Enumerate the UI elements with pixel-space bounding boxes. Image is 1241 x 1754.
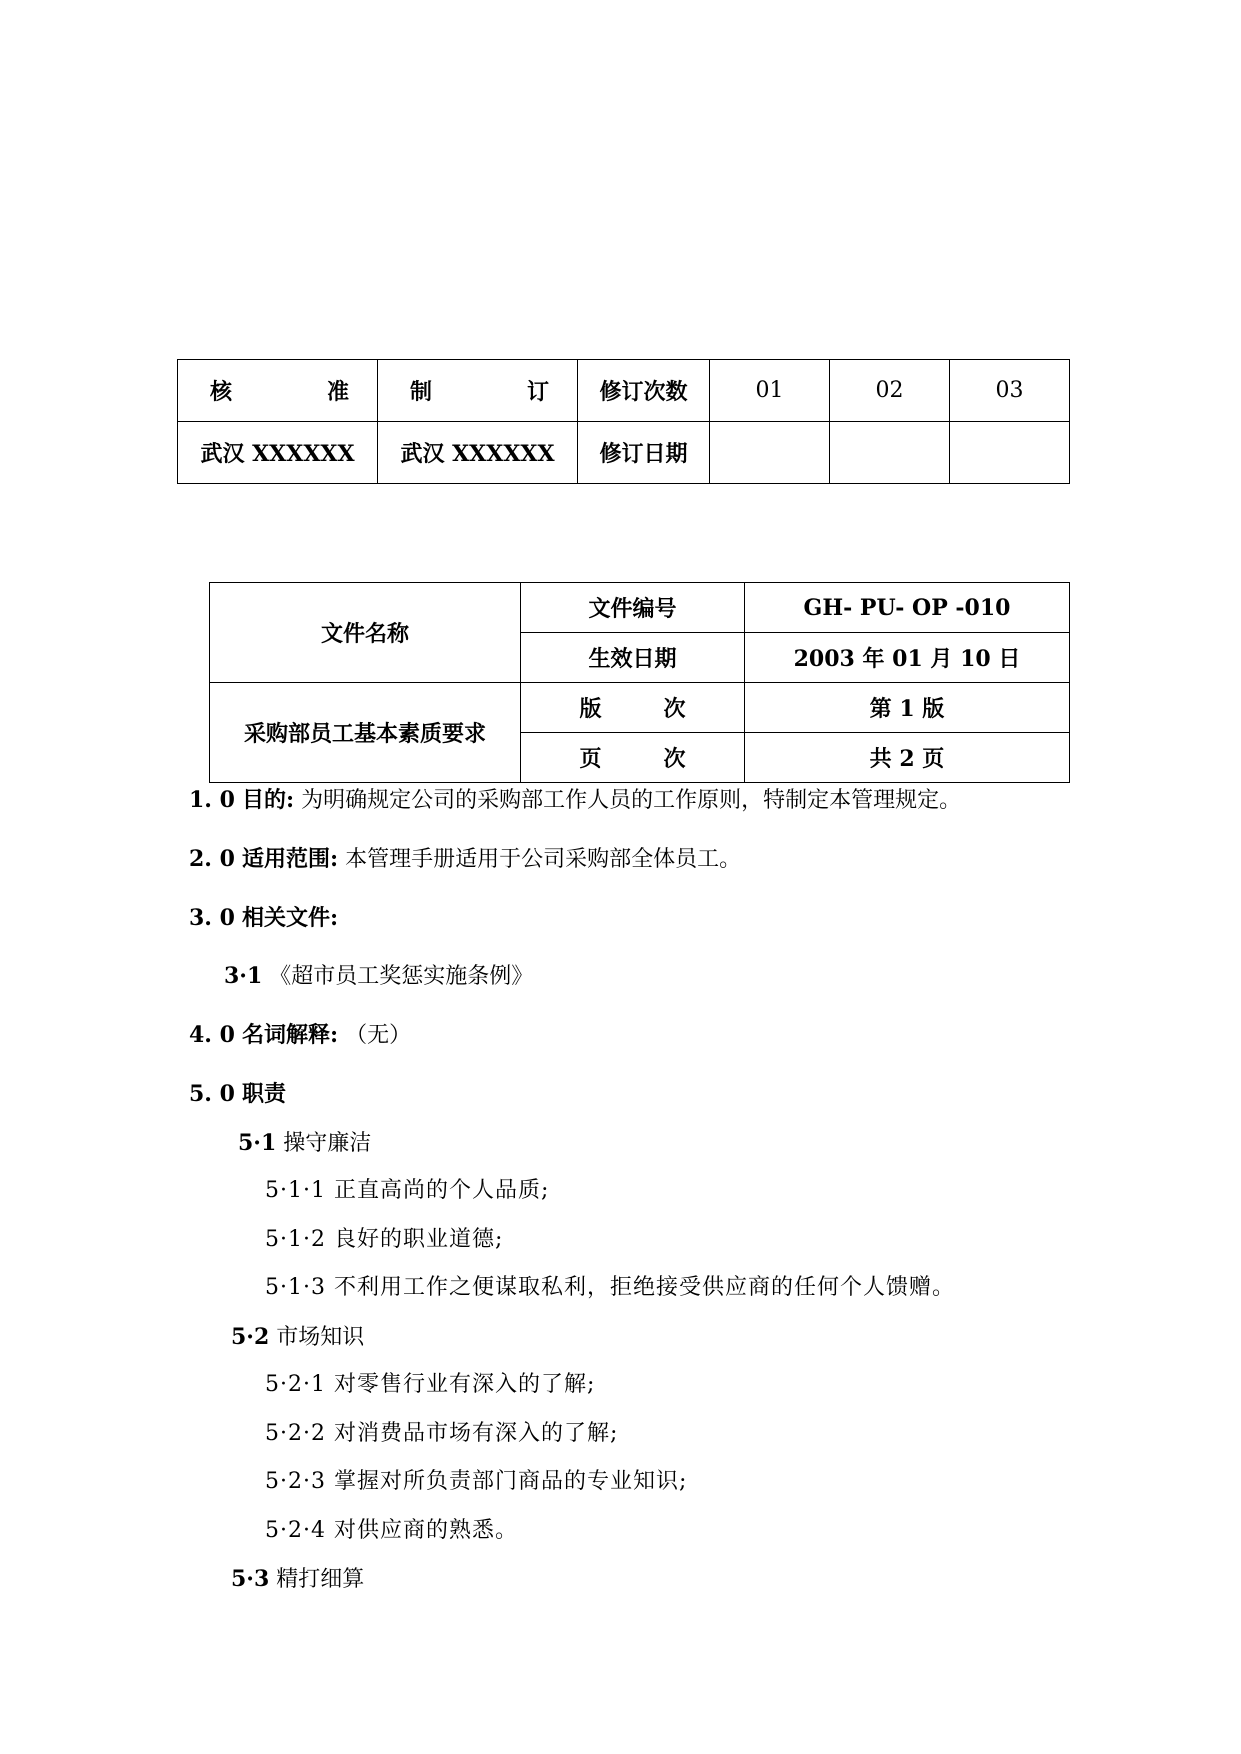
file-no-label: 文件编号 [521, 583, 745, 633]
table-row [178, 422, 1070, 484]
subsection-number: 5·2 [231, 1324, 270, 1350]
section-text: 为明确规定公司的采购部工作人员的工作原则，特制定本管理规定。 [301, 788, 962, 813]
subsection-text: 精打细算 [276, 1567, 365, 1592]
table-row [210, 683, 1070, 733]
revision-date-1 [710, 422, 830, 484]
approver-name: 武汉 XXXXXX [178, 422, 378, 484]
effective-date-label: 生效日期 [521, 633, 745, 683]
pages-value: 共 2 页 [745, 733, 1070, 783]
list-item: 5·1·2 良好的职业道德; [265, 1227, 504, 1252]
revision-number-2: 02 [830, 360, 950, 422]
subsection-number: 5·1 [238, 1130, 277, 1156]
section-terms [189, 1020, 411, 1051]
revision-date-3 [950, 422, 1070, 484]
section-related-docs [189, 903, 338, 934]
subsection-integrity [238, 1128, 371, 1159]
list-item: 5·2·1 对零售行业有深入的了解; [265, 1372, 596, 1397]
edition-label: 版 次 [521, 683, 745, 733]
subsection-text: 市场知识 [276, 1325, 365, 1350]
list-item: 5·2·2 对消费品市场有深入的了解; [265, 1421, 619, 1446]
section-title: 名词解释: [241, 1022, 339, 1048]
list-item: 5·2·4 对供应商的熟悉。 [265, 1518, 518, 1543]
section-number: 5. 0 [189, 1081, 235, 1107]
table-row [178, 360, 1070, 422]
pages-label: 页 次 [521, 733, 745, 783]
section-text: （无） [345, 1023, 412, 1048]
file-no-value: GH- PU- OP -010 [745, 583, 1070, 633]
subsection-number: 3·1 [224, 963, 263, 989]
section-number: 4. 0 [189, 1022, 235, 1048]
approve-header: 核 准 [178, 360, 378, 422]
list-item: 5·1·1 正直高尚的个人品质; [265, 1178, 550, 1203]
revision-date-label: 修订日期 [578, 422, 710, 484]
file-name-label: 文件名称 [210, 583, 521, 683]
section-title: 适用范围: [241, 846, 339, 872]
section-number: 1. 0 [189, 787, 235, 813]
subsection-related-doc-1 [224, 961, 533, 992]
section-scope [189, 844, 741, 875]
reviser-name: 武汉 XXXXXX [378, 422, 578, 484]
edition-value: 第 1 版 [745, 683, 1070, 733]
approval-table [177, 359, 1070, 484]
revision-number-3: 03 [950, 360, 1070, 422]
list-item: 5·1·3 不利用工作之便谋取私利，拒绝接受供应商的任何个人馈赠。 [265, 1275, 955, 1300]
effective-date-value: 2003 年 01 月 10 日 [745, 633, 1070, 683]
revision-date-2 [830, 422, 950, 484]
section-text: 本管理手册适用于公司采购部全体员工。 [345, 847, 742, 872]
subsection-text: 操守廉洁 [276, 1131, 372, 1156]
subsection-number: 5·3 [231, 1566, 270, 1592]
section-duties [189, 1079, 286, 1110]
table-row [210, 583, 1070, 633]
revision-count-label: 修订次数 [578, 360, 710, 422]
section-title: 目的: [241, 787, 295, 813]
revise-header: 制 订 [378, 360, 578, 422]
subsection-cost-control [231, 1564, 364, 1595]
section-title: 相关文件: [241, 905, 339, 931]
revision-number-1: 01 [710, 360, 830, 422]
section-purpose [189, 785, 961, 816]
list-item: 5·2·3 掌握对所负责部门商品的专业知识; [265, 1469, 688, 1494]
subsection-market-knowledge [231, 1322, 364, 1353]
document-info-table [209, 582, 1070, 783]
section-title: 职责 [241, 1081, 286, 1107]
file-name-value: 采购部员工基本素质要求 [210, 683, 521, 783]
section-number: 3. 0 [189, 905, 235, 931]
subsection-text: 《超市员工奖惩实施条例》 [269, 964, 534, 989]
section-number: 2. 0 [189, 846, 235, 872]
